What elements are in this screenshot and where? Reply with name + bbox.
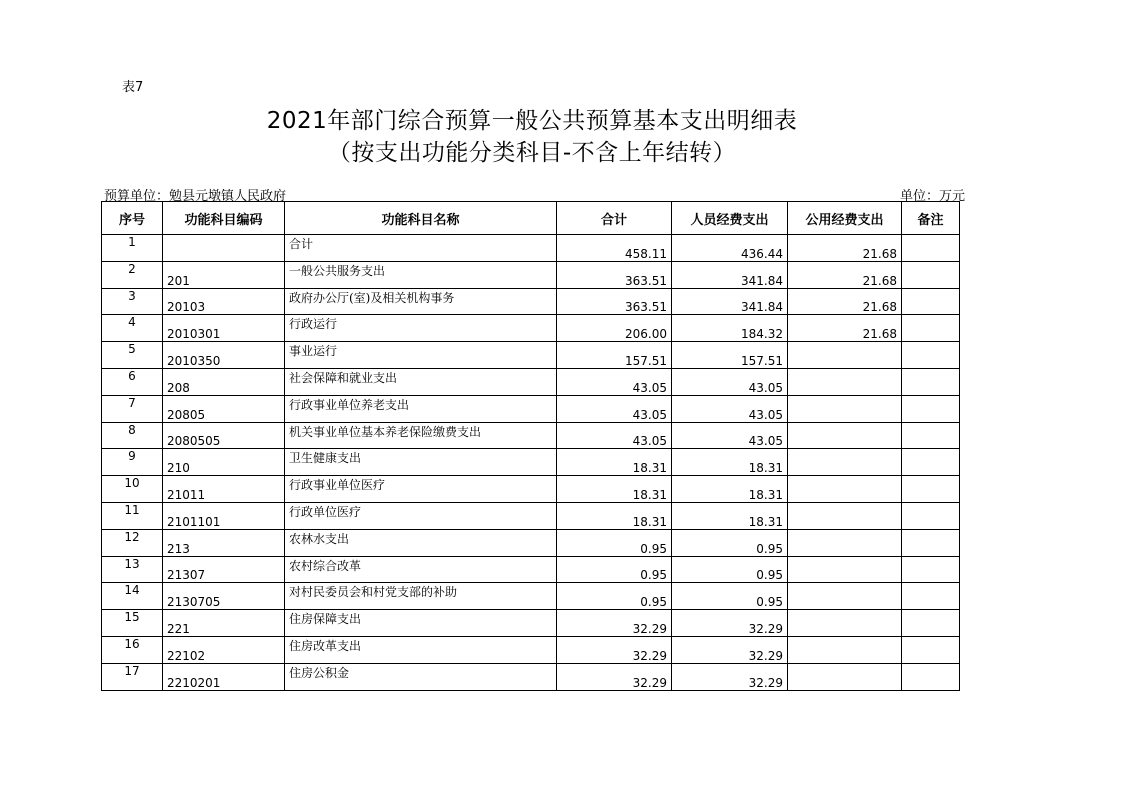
row-code-cell: 2130705	[163, 583, 285, 610]
row-note-cell	[902, 476, 960, 503]
table-row	[102, 449, 960, 476]
row-note-cell	[902, 636, 960, 663]
row-code-cell: 2210201	[163, 663, 285, 690]
row-code-cell: 20103	[163, 288, 285, 315]
row-total-cell: 32.29	[557, 636, 672, 663]
row-total-cell: 18.31	[557, 502, 672, 529]
row-public-cell	[788, 636, 902, 663]
row-personnel-cell: 43.05	[672, 422, 788, 449]
row-seq-cell: 8	[102, 422, 163, 449]
row-name-cell: 农村综合改革	[285, 556, 557, 583]
currency-unit-label: 单位：万元	[900, 189, 966, 204]
table-row	[102, 636, 960, 663]
table-header-row	[102, 202, 960, 235]
row-public-cell	[788, 476, 902, 503]
row-name-cell: 卫生健康支出	[285, 449, 557, 476]
row-total-cell: 43.05	[557, 422, 672, 449]
table-row	[102, 422, 960, 449]
row-note-cell	[902, 288, 960, 315]
row-public-cell: 21.68	[788, 288, 902, 315]
row-note-cell	[902, 368, 960, 395]
row-seq-cell: 10	[102, 476, 163, 503]
row-seq-cell: 6	[102, 368, 163, 395]
row-name-cell: 行政事业单位医疗	[285, 476, 557, 503]
row-personnel-cell: 43.05	[672, 368, 788, 395]
table-number-label: 表7	[122, 80, 144, 95]
row-name-cell: 行政单位医疗	[285, 502, 557, 529]
row-personnel-cell: 32.29	[672, 636, 788, 663]
row-total-cell: 18.31	[557, 476, 672, 503]
row-public-cell: 21.68	[788, 315, 902, 342]
row-seq-cell: 11	[102, 502, 163, 529]
row-name-cell: 事业运行	[285, 342, 557, 369]
row-total-cell: 363.51	[557, 261, 672, 288]
row-personnel-cell: 184.32	[672, 315, 788, 342]
row-code-cell: 2080505	[163, 422, 285, 449]
row-note-cell	[902, 449, 960, 476]
table-row	[102, 556, 960, 583]
page-title: 2021年部门综合预算一般公共预算基本支出明细表	[266, 108, 798, 134]
header-public: 公用经费支出	[788, 202, 902, 235]
row-name-cell: 社会保障和就业支出	[285, 368, 557, 395]
row-note-cell	[902, 422, 960, 449]
row-name-cell: 住房保障支出	[285, 610, 557, 637]
row-personnel-cell: 18.31	[672, 449, 788, 476]
row-personnel-cell: 436.44	[672, 235, 788, 262]
table-row	[102, 315, 960, 342]
page-subtitle: （按支出功能分类科目-不含上年结转）	[327, 140, 737, 166]
row-name-cell: 政府办公厅(室)及相关机构事务	[285, 288, 557, 315]
table-row	[102, 288, 960, 315]
table-row	[102, 261, 960, 288]
row-public-cell	[788, 395, 902, 422]
row-note-cell	[902, 315, 960, 342]
row-public-cell	[788, 529, 902, 556]
row-personnel-cell: 18.31	[672, 476, 788, 503]
row-seq-cell: 1	[102, 235, 163, 262]
row-code-cell: 22102	[163, 636, 285, 663]
row-code-cell: 213	[163, 529, 285, 556]
table-row	[102, 583, 960, 610]
row-public-cell	[788, 449, 902, 476]
row-total-cell: 43.05	[557, 368, 672, 395]
row-seq-cell: 3	[102, 288, 163, 315]
row-name-cell: 农林水支出	[285, 529, 557, 556]
row-code-cell: 2101101	[163, 502, 285, 529]
row-total-cell: 458.11	[557, 235, 672, 262]
row-code-cell: 201	[163, 261, 285, 288]
table-row	[102, 502, 960, 529]
row-name-cell: 住房公积金	[285, 663, 557, 690]
header-personnel: 人员经费支出	[672, 202, 788, 235]
row-personnel-cell: 0.95	[672, 583, 788, 610]
row-name-cell: 行政事业单位养老支出	[285, 395, 557, 422]
row-name-cell: 对村民委员会和村党支部的补助	[285, 583, 557, 610]
row-seq-cell: 17	[102, 663, 163, 690]
row-total-cell: 0.95	[557, 583, 672, 610]
row-note-cell	[902, 261, 960, 288]
row-personnel-cell: 32.29	[672, 610, 788, 637]
row-seq-cell: 7	[102, 395, 163, 422]
row-seq-cell: 9	[102, 449, 163, 476]
row-code-cell: 2010301	[163, 315, 285, 342]
row-total-cell: 0.95	[557, 556, 672, 583]
header-seq: 序号	[102, 202, 163, 235]
row-name-cell: 一般公共服务支出	[285, 261, 557, 288]
row-code-cell: 221	[163, 610, 285, 637]
row-personnel-cell: 157.51	[672, 342, 788, 369]
row-name-cell: 住房改革支出	[285, 636, 557, 663]
row-personnel-cell: 18.31	[672, 502, 788, 529]
row-public-cell	[788, 556, 902, 583]
row-code-cell	[163, 235, 285, 262]
header-note: 备注	[902, 202, 960, 235]
table-row	[102, 610, 960, 637]
row-seq-cell: 2	[102, 261, 163, 288]
row-note-cell	[902, 395, 960, 422]
header-total: 合计	[557, 202, 672, 235]
row-seq-cell: 4	[102, 315, 163, 342]
row-personnel-cell: 341.84	[672, 261, 788, 288]
row-total-cell: 32.29	[557, 663, 672, 690]
table-body	[102, 235, 960, 691]
row-code-cell: 208	[163, 368, 285, 395]
row-name-cell: 机关事业单位基本养老保险缴费支出	[285, 422, 557, 449]
row-total-cell: 206.00	[557, 315, 672, 342]
row-seq-cell: 15	[102, 610, 163, 637]
table-row	[102, 529, 960, 556]
row-total-cell: 0.95	[557, 529, 672, 556]
row-public-cell	[788, 422, 902, 449]
row-total-cell: 18.31	[557, 449, 672, 476]
row-total-cell: 43.05	[557, 395, 672, 422]
row-total-cell: 363.51	[557, 288, 672, 315]
row-personnel-cell: 0.95	[672, 556, 788, 583]
row-public-cell	[788, 368, 902, 395]
row-note-cell	[902, 610, 960, 637]
table-row	[102, 235, 960, 262]
row-code-cell: 2010350	[163, 342, 285, 369]
row-seq-cell: 16	[102, 636, 163, 663]
row-code-cell: 20805	[163, 395, 285, 422]
row-personnel-cell: 341.84	[672, 288, 788, 315]
row-note-cell	[902, 556, 960, 583]
table-row	[102, 663, 960, 690]
row-note-cell	[902, 529, 960, 556]
row-seq-cell: 12	[102, 529, 163, 556]
header-code: 功能科目编码	[163, 202, 285, 235]
row-note-cell	[902, 583, 960, 610]
table-row	[102, 342, 960, 369]
row-name-cell: 合计	[285, 235, 557, 262]
row-seq-cell: 13	[102, 556, 163, 583]
row-code-cell: 21307	[163, 556, 285, 583]
header-name: 功能科目名称	[285, 202, 557, 235]
table-row	[102, 368, 960, 395]
row-total-cell: 157.51	[557, 342, 672, 369]
budget-table	[101, 201, 960, 691]
row-note-cell	[902, 663, 960, 690]
row-public-cell	[788, 502, 902, 529]
row-personnel-cell: 0.95	[672, 529, 788, 556]
row-public-cell: 21.68	[788, 235, 902, 262]
row-public-cell	[788, 583, 902, 610]
row-note-cell	[902, 235, 960, 262]
row-seq-cell: 14	[102, 583, 163, 610]
row-note-cell	[902, 502, 960, 529]
budget-unit-label: 预算单位：勉县元墩镇人民政府	[104, 189, 287, 204]
row-seq-cell: 5	[102, 342, 163, 369]
row-name-cell: 行政运行	[285, 315, 557, 342]
row-public-cell	[788, 342, 902, 369]
row-public-cell	[788, 610, 902, 637]
row-total-cell: 32.29	[557, 610, 672, 637]
row-code-cell: 210	[163, 449, 285, 476]
row-code-cell: 21011	[163, 476, 285, 503]
row-personnel-cell: 32.29	[672, 663, 788, 690]
row-public-cell	[788, 663, 902, 690]
row-public-cell: 21.68	[788, 261, 902, 288]
row-note-cell	[902, 342, 960, 369]
table-row	[102, 395, 960, 422]
table-row	[102, 476, 960, 503]
row-personnel-cell: 43.05	[672, 395, 788, 422]
